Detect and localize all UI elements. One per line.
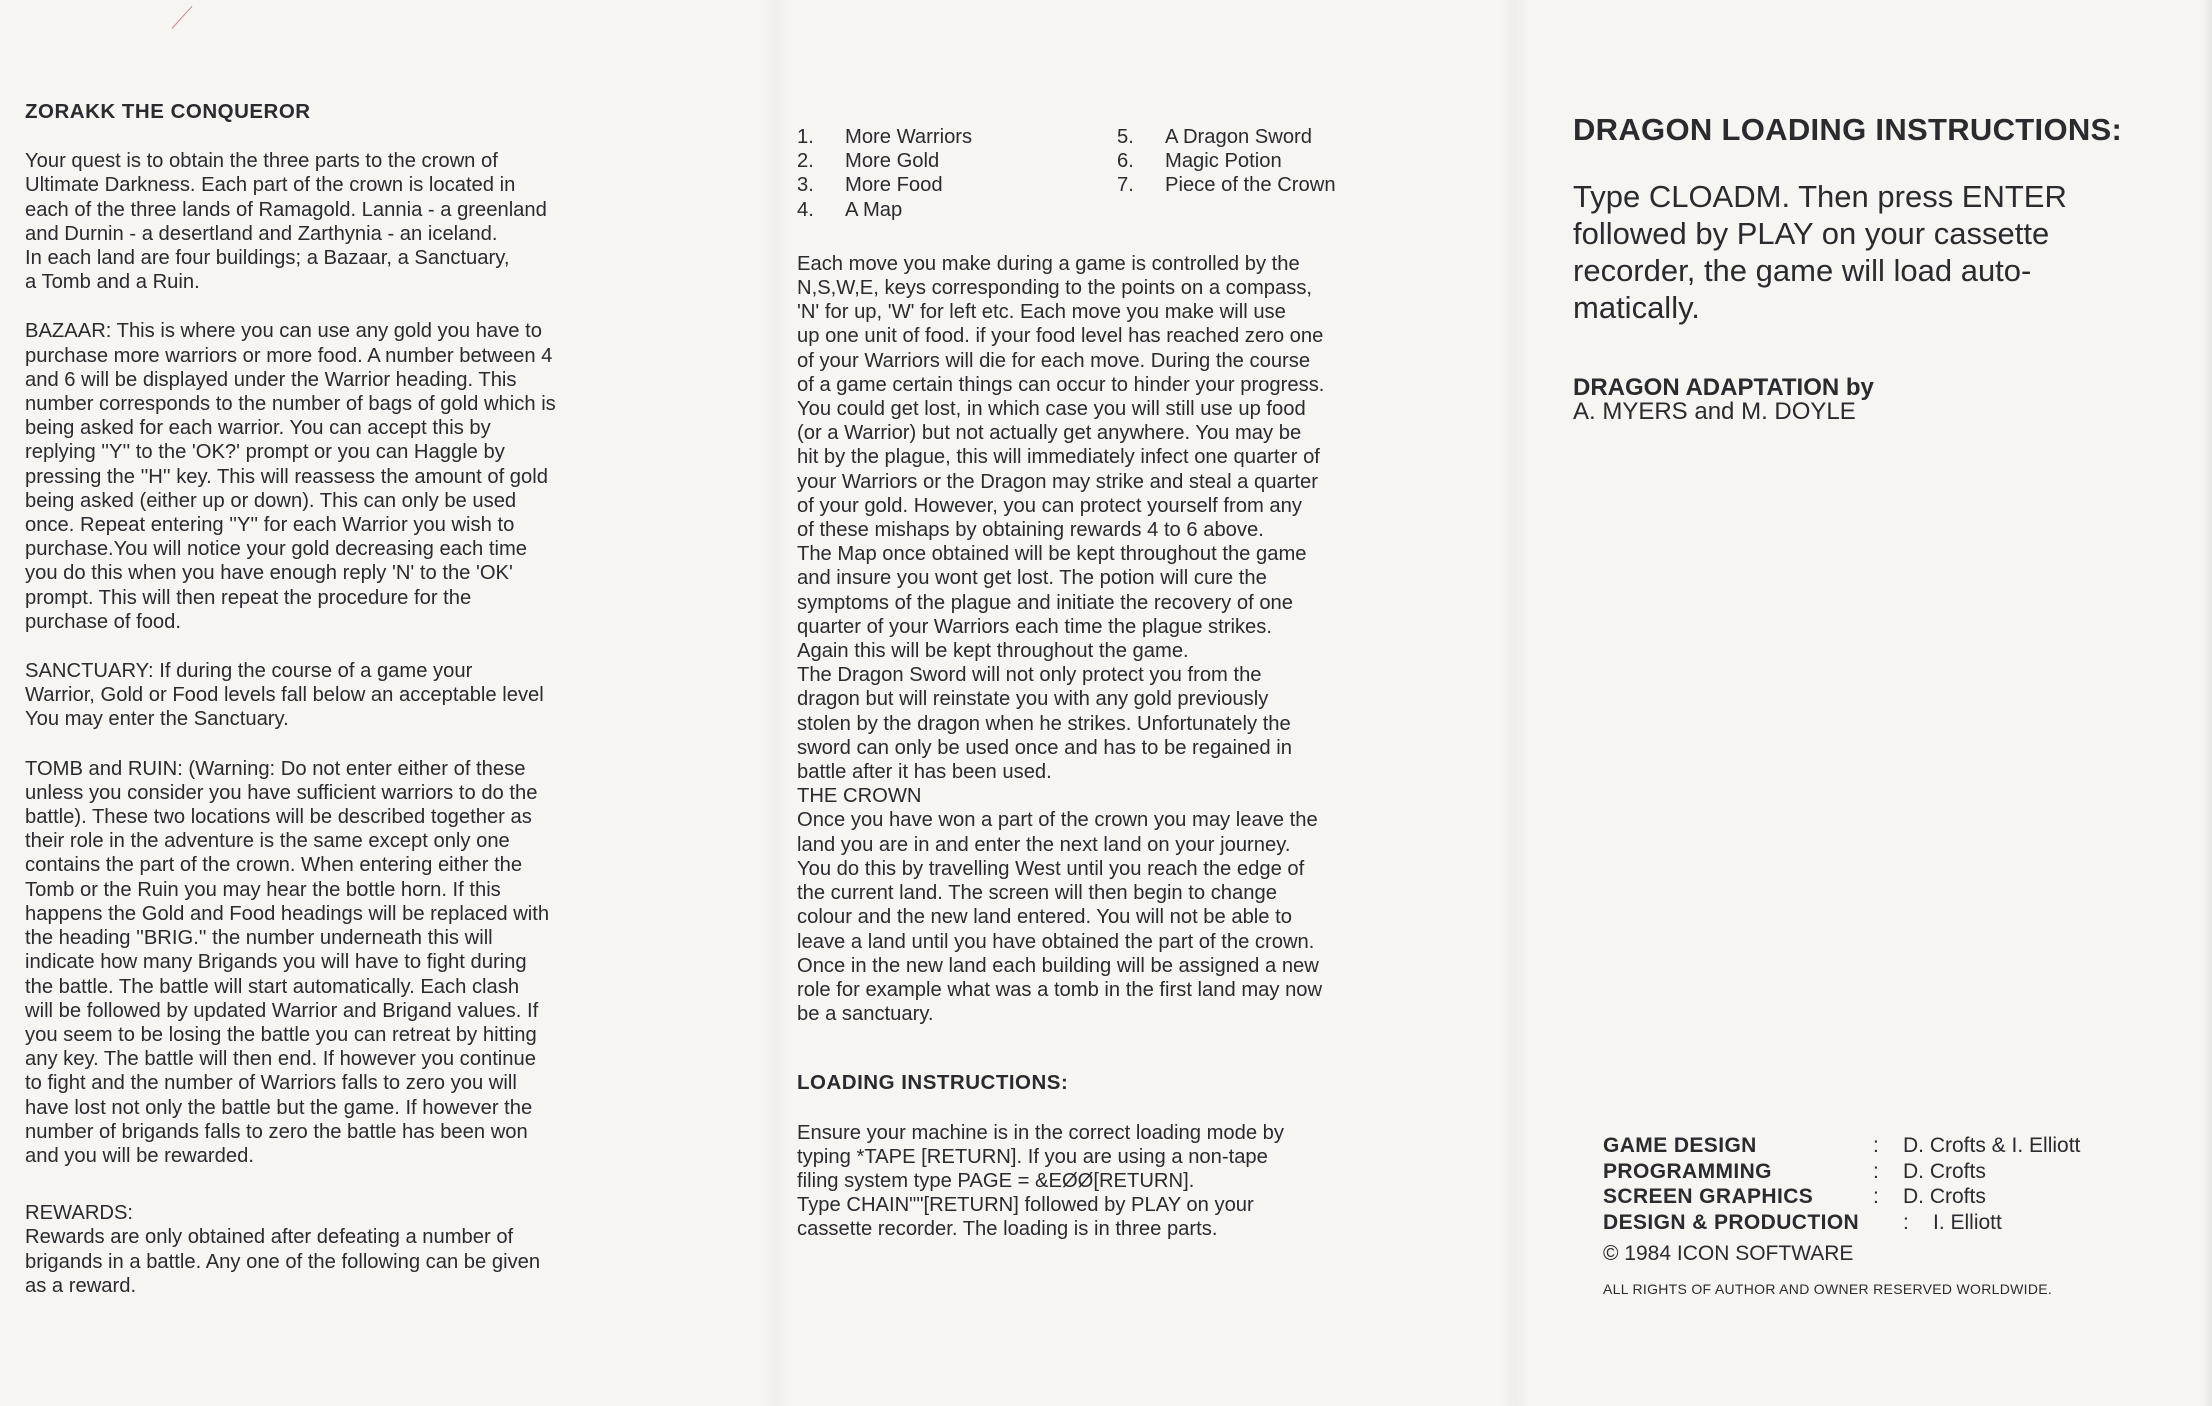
credit-row: GAME DESIGN : D. Crofts & I. Elliott [1603,1134,2081,1157]
rewards-paragraph: Rewards are only obtained after defeating a number of brigands in a battle. Any one of the following can be given as a reward. [25,1226,541,1297]
rewards-heading: REWARDS: [25,1202,134,1225]
rewards-list-right [1117,125,1437,222]
rewards-list-left [797,125,1117,222]
adaptation-heading: DRAGON ADAPTATION by [1573,374,1874,402]
list-item: 3. More Food [797,174,943,197]
bazaar-paragraph: BAZAAR: This is where you can use any gold you have to purchase more warriors or more food. A number between 4 and 6 will be displayed under the Warrior heading. This number corresponds to the number of bags of gold which is being asked for each warrior. You can accept this by replying ''Y'' to the 'OK?' prompt or you can Haggle by pressing the ''H'' key. This will reassess the amount of gold being asked (either up or down). This can only be used once. Repeat entering ''Y'' for each Warrior you wish to purchase.You will notice your gold decreasing each time you do this when you have enough reply 'N' to the 'OK' prompt. This will then repeat the procedure for the purchase of food. [25,320,556,633]
sanctuary-paragraph: SANCTUARY: If during the course of a game your Warrior, Gold or Food levels fall below an acceptable level You may enter the Sanctuary. [25,660,544,731]
rights-notice: ALL RIGHTS OF AUTHOR AND OWNER RESERVED WORLDWIDE. [1603,1280,2053,1297]
list-item: 6. Magic Potion [1117,150,1282,173]
list-item: 2. More Gold [797,150,940,173]
credit-row: DESIGN & PRODUCTION : I. Elliott [1603,1210,2002,1234]
rewards-list [797,125,1437,222]
paper-fold [1500,0,1530,1406]
right-column [1573,112,2193,426]
list-item: 5. A Dragon Sword [1117,126,1312,148]
adaptation-names: A. MYERS and M. DOYLE [1573,398,1856,426]
list-item: 1. More Warriors [797,126,973,148]
loading-paragraph: Ensure your machine is in the correct loading mode by typing *TAPE [RETURN]. If you are using a non-tape filing system type PAGE = &EØØ[RETURN]. Type CHAIN""[RETURN] followed by PLAY on your cassette recorder. The loading is in three parts. [797,1121,1284,1241]
tomb-ruin-paragraph: TOMB and RUIN: (Warning: Do not enter either of these unless you consider you have sufficient warriors to do the battle). These two locations will be described together as their role in the adventure is the same except only one contains the part of the crown. When entering either the Tomb or the Ruin you may hear the bottle horn. If this happens the Gold and Food headings will be replaced with the heading ''BRIG.'' the number underneath this will indicate how many Brigands you will have to fight during the battle. The battle will start automatically. Each clash will be followed by updated Warrior and Brigand values. If you seem to be losing the battle you can retreat by hitting any key. The battle will then end. If however you continue to fight and the number of Warriors falls to zero you will have lost not only the battle but the game. If however the number of brigands falls to zero the battle has been won and you will be rewarded. [25,757,550,1167]
loading-heading: LOADING INSTRUCTIONS: [797,1071,1069,1095]
left-column [25,100,665,1323]
credit-row: SCREEN GRAPHICS : D. Crofts [1603,1185,1986,1208]
paper-edge [2202,0,2212,1406]
paper-fold [760,0,790,1406]
credits-block [1603,1133,2163,1302]
list-item: 4. A Map [797,198,903,221]
middle-column [797,125,1437,1267]
list-item: 7. Piece of the Crown [1117,174,1336,197]
dragon-loading-heading: DRAGON LOADING INSTRUCTIONS: [1573,112,2123,147]
credit-row: PROGRAMMING : D. Crofts [1603,1159,1986,1183]
pen-mark [172,6,193,29]
dragon-loading-text: Type CLOADM. Then press ENTER followed by PLAY on your cassette recorder, the game will load auto- matically. [1573,179,2067,326]
game-title: ZORAKK THE CONQUEROR [25,100,311,123]
gameplay-paragraph: Each move you make during a game is controlled by the N,S,W,E, keys corresponding to the points on a compass, 'N' for up, 'W' for left etc. Each move you make will use up one unit of food. if your food level has reached zero one of your Warriors will die for each move. During the course of a game certain things can occur to hinder your progress. You could get lost, in which case you will still use up food (or a Warrior) but not actually get anywhere. You may be hit by the plague, this will immediately infect one quarter of your Warriors or the Dragon may strike and steal a quarter of your gold. However, you can protect yourself from any of these mishaps by obtaining rewards 4 to 6 above. The Map once obtained will be kept throughout the game and insure you wont get lost. The potion will cure the symptoms of the plague and initiate the recovery of one quarter of your Warriors each time the plague strikes. Again this will be kept throughout the game. The Dragon Sword will not only protect you from the dragon but will reinstate you with any gold previously stolen by the dragon when he strikes. Unfortunately the sword can only be used once and has to be regained in battle after it has been used. THE CROWN Once you have won a part of the crown you may leave the land you are in and enter the next land on your journey. You do this by travelling West until you reach the edge of the current land. The screen will then begin to change colour and the new land entered. You will not be able to leave a land until you have obtained the part of the crown. Once in the new land each building will be assigned a new role for example what was a tomb in the first land may now be a sanctuary. [797,252,1325,1026]
intro-paragraph: Your quest is to obtain the three parts to the crown of Ultimate Darkness. Each part of the crown is located in each of the three lands of Ramagold. Lannia - a greenland and Durnin - a desertland and Zarthynia - an iceland. In each land are four buildings; a Bazaar, a Sanctuary, a Tomb and a Ruin. [25,150,547,294]
copyright-notice: © 1984 ICON SOFTWARE [1603,1242,1854,1265]
